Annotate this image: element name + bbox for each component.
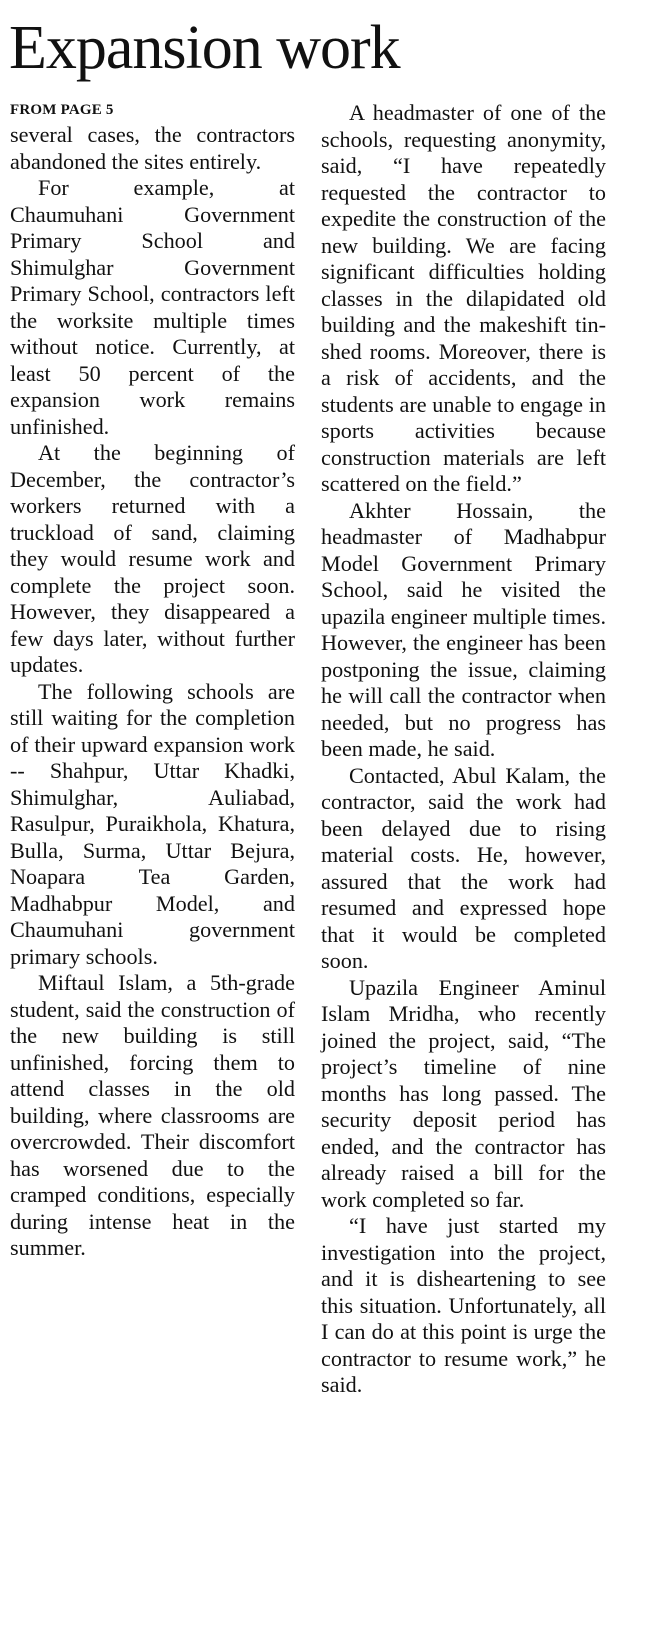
paragraph: Akhter Hossain, the headmaster of Madhabpur Model Government Primary School, said he visited the upazila engineer multiple times. However, the engineer has been postponing the issue, claiming he will call the contractor when needed, but no progress has been made, he said. [321,497,606,761]
paragraph: Contacted, Abul Kalam, the contractor, said the work had been delayed due to rising material costs. He, however, assured that the work had resumed and expressed hope that it would be completed soon. [321,762,606,973]
article-column-right [321,100,606,1399]
headline: Expansion work [9,14,400,82]
paragraph: A headmaster of one of the schools, requesting anonymity, said, “I have repeatedly requested the contractor to expedite the construction of the new building. We are facing significant difficulties holding classes in the dilapidated old building and the makeshift tin-shed rooms. Moreover, there is a risk of accidents, and the students are unable to engage in sports activities because construction materials are left scattered on the field.” [321,100,606,496]
paragraph: At the beginning of December, the contractor’s workers returned with a truckload of sand, claiming they would resume work and complete the project soon. However, they disappeared a few days later, without further updates. [10,440,295,677]
paragraph: The following schools are still waiting for the completion of their upward expansion work -- Shahpur, Uttar Khadki, Shimulghar, Auliabad, Rasulpur, Puraikhola, Khatura, Bulla, Surma, Uttar Bejura, Noapara Tea Garden, Madhabpur Model, and Chaumuhani government primary schools. [10,678,295,969]
paragraph: “I have just started my investigation into the project, and it is disheartening to see this situation. Unfortunately, all I can do at this point is urge the contractor to resume work,” he said. [321,1213,606,1397]
paragraph: Upazila Engineer Aminul Islam Mridha, who recently joined the project, said, “The project’s timeline of nine months has long passed. The security deposit period has ended, and the contractor has already raised a bill for the work completed so far. [321,974,606,1212]
article-column-left [10,100,295,1262]
paragraph: Miftaul Islam, a 5th-grade student, said the construction of the new building is still unfinished, forcing them to attend classes in the old building, where classrooms are overcrowded. Their discomfort has worsened due to the cramped conditions, especially during intense heat in the summer. [10,970,295,1260]
jump-line: FROM PAGE 5 [10,102,114,118]
paragraph: several cases, the contractors abandoned the sites entirely. [10,122,295,174]
paragraph: For example, at Chaumuhani Government Primary School and Shimulghar Government Primary School, contractors left the worksite multiple times without notice. Currently, at least 50 percent of the expansion work remains unfinished. [10,175,295,439]
